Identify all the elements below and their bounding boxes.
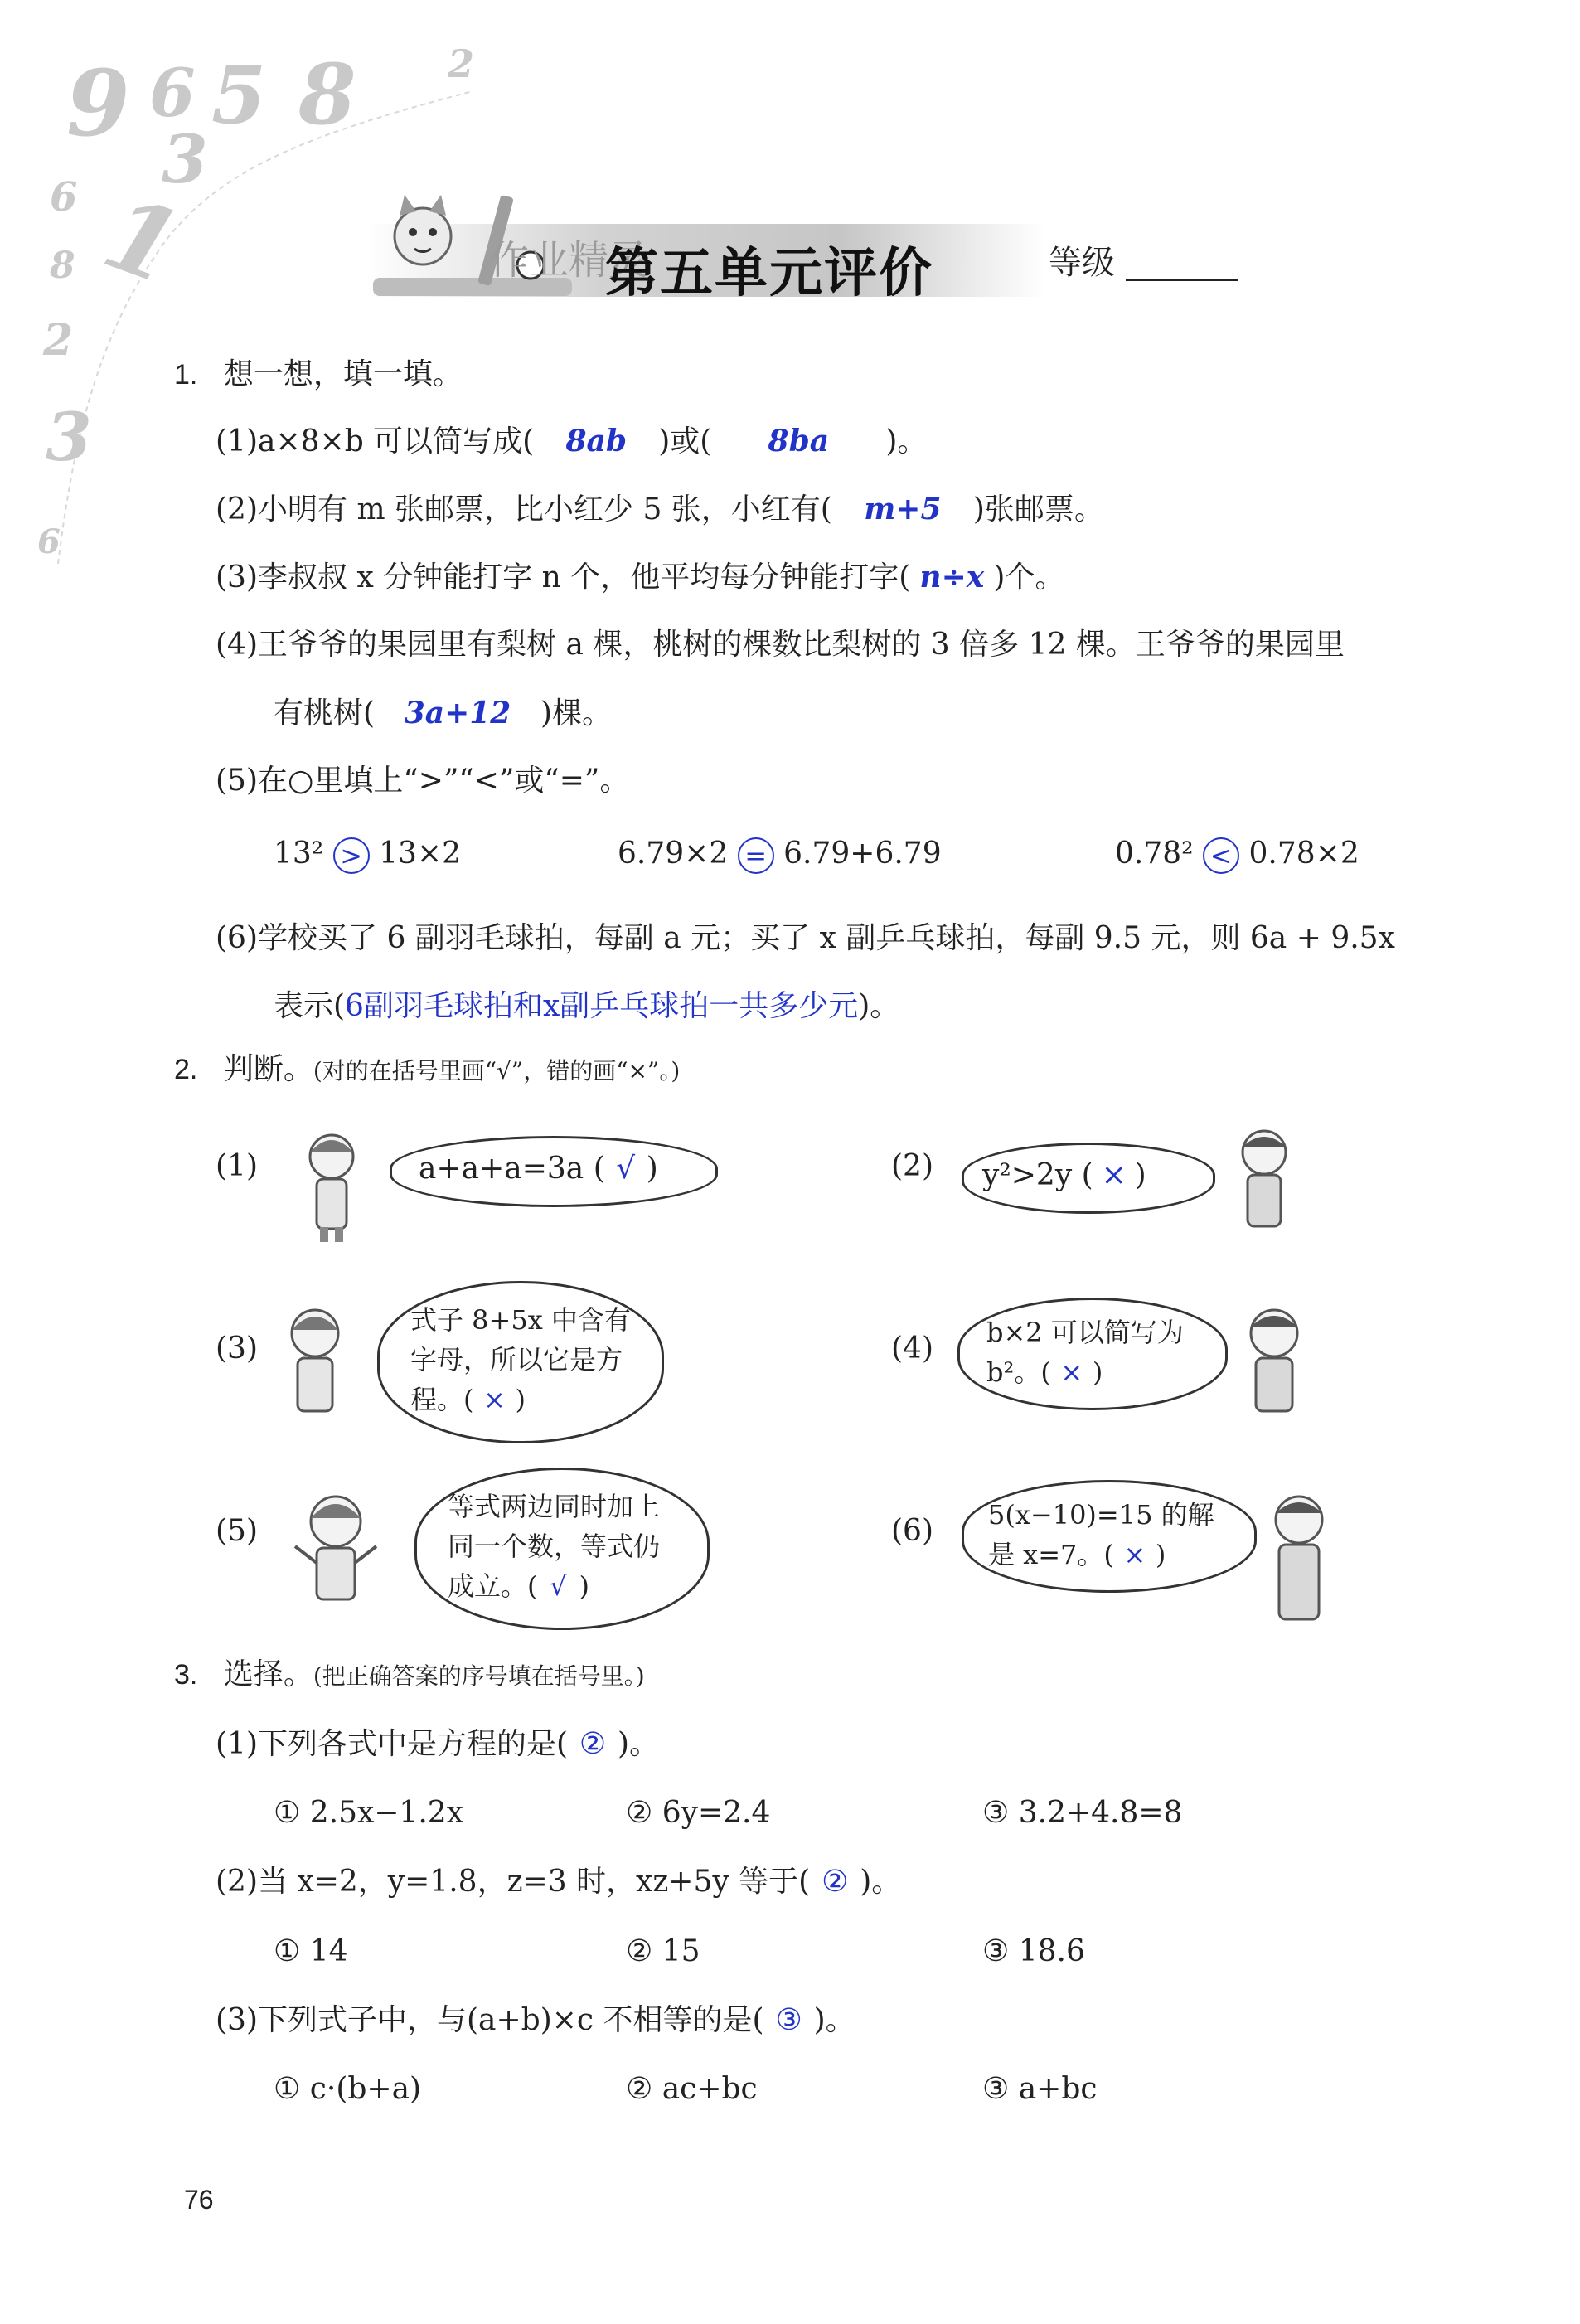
- deco-digit: 6: [50, 174, 78, 221]
- choice-option[interactable]: ② 15: [626, 1934, 700, 1968]
- compare-right: 0.78×2: [1248, 837, 1359, 871]
- q3-title: 选择。: [223, 1657, 313, 1691]
- q2-number: 2.: [174, 1054, 198, 1085]
- q1-part5-compare-3: [1115, 836, 1359, 874]
- q1-p6-text2: )。: [858, 989, 900, 1023]
- judge-close: ): [646, 1152, 658, 1186]
- q1-part4-line1: (4)王爷爷的果园里有梨树 a 棵，桃树的棵数比梨树的 3 倍多 12 棵。王爷爷的果园里: [216, 628, 1345, 662]
- q1-p4-text2: )棵。: [540, 696, 613, 730]
- compare-left: 0.78²: [1115, 837, 1194, 871]
- judge-text: y²>2y (: [982, 1158, 1093, 1192]
- judge-answer[interactable]: ×: [1101, 1158, 1127, 1192]
- q1-p6-text: 表示(: [274, 989, 346, 1023]
- q3-s3-answer: ③: [775, 2003, 802, 2037]
- q1-p1-answer1: 8ab: [565, 424, 627, 458]
- compare-left: 13²: [274, 837, 324, 871]
- compare-right: 13×2: [379, 837, 462, 871]
- judge-label: (5): [216, 1514, 258, 1548]
- q1-p1-text3: )。: [885, 425, 928, 458]
- deco-digit: 2: [43, 315, 74, 366]
- q1-p1-text2: )或(: [658, 425, 712, 458]
- page-number: 76: [184, 2185, 214, 2215]
- q3-s1-answer: ②: [579, 1727, 607, 1761]
- q1-part5-compare-1: [274, 836, 461, 874]
- q3-number: 3.: [174, 1659, 198, 1691]
- q1-p3-text2: )个。: [993, 560, 1065, 594]
- q1-part6-line1: (6)学校买了 6 副羽毛球拍，每副 a 元；买了 x 副乒乓球拍，每副 9.5 元，则 6a + 9.5x: [216, 921, 1395, 955]
- q1-part4-line2: [274, 695, 612, 732]
- q1-p6-answer: 6副羽毛球拍和x副乒乓球拍一共多少元: [345, 989, 859, 1023]
- q3-s1-end: )。: [618, 1727, 660, 1761]
- choice-option[interactable]: ③ 3.2+4.8=8: [982, 1796, 1183, 1830]
- girl-illustration: [278, 1302, 352, 1426]
- judge-answer[interactable]: √: [550, 1570, 567, 1602]
- q3-sub2: [216, 1864, 901, 1900]
- compare-circle[interactable]: =: [738, 837, 774, 874]
- q1-p1-text: (1)a×8×b 可以简写成(: [216, 425, 535, 458]
- choice-option[interactable]: ① 2.5x−1.2x: [274, 1796, 463, 1830]
- q3-s2-question: (2)当 x=2，y=1.8，z=3 时，xz+5y 等于(: [216, 1865, 811, 1899]
- judge-label: (1): [216, 1149, 258, 1183]
- q1-title: 想一想，填一填。: [223, 357, 463, 391]
- boy-illustration: [1239, 1302, 1310, 1426]
- judge-answer[interactable]: √: [616, 1152, 636, 1186]
- judge-answer[interactable]: ×: [1123, 1539, 1146, 1570]
- compare-left: 6.79×2: [618, 837, 729, 871]
- judge-answer[interactable]: ×: [1060, 1356, 1083, 1388]
- deco-digit: 5: [211, 50, 267, 142]
- q2-hint: (对的在括号里画“√”，错的画“×”。): [313, 1057, 681, 1084]
- judge-statement-5-line1: 等式两边同时加上: [448, 1491, 661, 1522]
- judge-statement-3-line2: 字母，所以它是方: [410, 1344, 623, 1375]
- watermark: 作业精灵: [489, 237, 649, 284]
- q3-s1-question: (1)下列各式中是方程的是(: [216, 1727, 569, 1761]
- judge-label: (3): [216, 1332, 258, 1366]
- judge-statement-5-line3: [448, 1568, 589, 1604]
- q2-heading: [174, 1051, 680, 1089]
- judge-label: (2): [891, 1149, 933, 1183]
- q3-s3-end: )。: [813, 2003, 855, 2037]
- judge-text: a+a+a=3a (: [419, 1152, 605, 1186]
- grade-label: 等级: [1049, 244, 1115, 282]
- choice-option[interactable]: ① c·(b+a): [274, 2072, 422, 2106]
- q1-part6-line2: [274, 988, 899, 1025]
- judge-close: ): [1092, 1356, 1103, 1388]
- girl-illustration: [290, 1488, 381, 1613]
- deco-digit: 8: [50, 245, 75, 287]
- judge-statement-4-line1: b×2 可以简写为: [986, 1317, 1184, 1348]
- compare-circle[interactable]: <: [1203, 837, 1239, 874]
- q1-part2: [216, 491, 1104, 528]
- choice-option[interactable]: ① 14: [274, 1934, 348, 1968]
- judge-statement-2: [982, 1157, 1146, 1194]
- judge-statement-1: [419, 1151, 658, 1187]
- judge-close: ): [1134, 1158, 1146, 1192]
- choice-option[interactable]: ③ a+bc: [982, 2072, 1098, 2106]
- boy-illustration: [1231, 1123, 1297, 1240]
- q2-title: 判断。: [223, 1052, 313, 1086]
- q3-heading: [174, 1657, 645, 1695]
- judge-close: ): [579, 1570, 589, 1602]
- judge-label: (4): [891, 1332, 933, 1366]
- judge-statement-3-line1: 式子 8+5x 中含有: [410, 1304, 631, 1336]
- boy-illustration: [1264, 1488, 1335, 1629]
- judge-text: 成立。(: [448, 1570, 538, 1602]
- q1-part5-instruction: (5)在○里填上“>”“<”或“=”。: [216, 764, 630, 798]
- deco-digit: 2: [448, 41, 475, 86]
- q1-p4-answer: 3a+12: [404, 696, 511, 730]
- deco-digit: 8: [298, 46, 356, 143]
- judge-text: 程。(: [410, 1384, 474, 1415]
- judge-close: ): [515, 1384, 526, 1415]
- q1-p4-text: 有桃树(: [274, 696, 376, 730]
- judge-text: b²。(: [986, 1356, 1051, 1388]
- q1-part3: [216, 559, 1064, 596]
- grade-field: [1049, 245, 1238, 281]
- q1-p2-text: (2)小明有 m 张邮票，比小红少 5 张，小红有(: [216, 492, 832, 526]
- judge-statement-3-line3: [410, 1381, 526, 1418]
- choice-option[interactable]: ③ 18.6: [982, 1934, 1085, 1968]
- q1-heading: [174, 357, 463, 393]
- compare-right: 6.79+6.79: [783, 837, 942, 871]
- q1-p2-answer: m+5: [864, 492, 942, 526]
- choice-option[interactable]: ② ac+bc: [626, 2072, 758, 2106]
- judge-statement-4-line2: [986, 1354, 1103, 1390]
- deco-digit: 6: [37, 522, 61, 561]
- q3-sub1: [216, 1726, 659, 1763]
- judge-statement-6-line2: [988, 1536, 1166, 1573]
- q1-number: 1.: [174, 359, 198, 391]
- q3-s2-end: )。: [860, 1865, 902, 1899]
- judge-statement-5-line2: 同一个数，等式仍: [448, 1531, 661, 1562]
- deco-digit: 6: [149, 54, 196, 132]
- judge-text: 是 x=7。(: [988, 1539, 1114, 1570]
- judge-statement-6-line1: 5(x−10)=15 的解: [988, 1499, 1214, 1531]
- q1-p3-text: (3)李叔叔 x 分钟能打字 n 个，他平均每分钟能打字(: [216, 560, 911, 594]
- deco-digit: 3: [162, 120, 208, 198]
- deco-digit: 3: [46, 398, 92, 476]
- q3-s3-question: (3)下列式子中，与(a+b)×c 不相等的是(: [216, 2003, 764, 2037]
- grade-blank[interactable]: [1126, 249, 1238, 281]
- q1-p2-text2: )张邮票。: [972, 492, 1104, 526]
- q3-s2-answer: ②: [822, 1865, 849, 1899]
- q1-p1-answer2: 8ba: [768, 424, 830, 458]
- choice-option[interactable]: ② 6y=2.4: [626, 1796, 771, 1830]
- deco-digit: 1: [90, 173, 196, 308]
- q3-hint: (把正确答案的序号填在括号里。): [313, 1662, 645, 1690]
- girl-illustration: [298, 1128, 365, 1244]
- judge-label: (6): [891, 1514, 933, 1548]
- q1-p3-answer: n÷x: [919, 560, 985, 594]
- compare-circle[interactable]: >: [333, 837, 370, 874]
- q3-sub3: [216, 2002, 855, 2039]
- deco-digit: 9: [66, 50, 130, 157]
- q1-part1: [216, 423, 927, 460]
- page-title: 第五单元评价: [605, 242, 933, 304]
- q1-part5-compare-2: [618, 836, 942, 874]
- judge-answer[interactable]: ×: [483, 1384, 506, 1415]
- judge-close: ): [1155, 1539, 1166, 1570]
